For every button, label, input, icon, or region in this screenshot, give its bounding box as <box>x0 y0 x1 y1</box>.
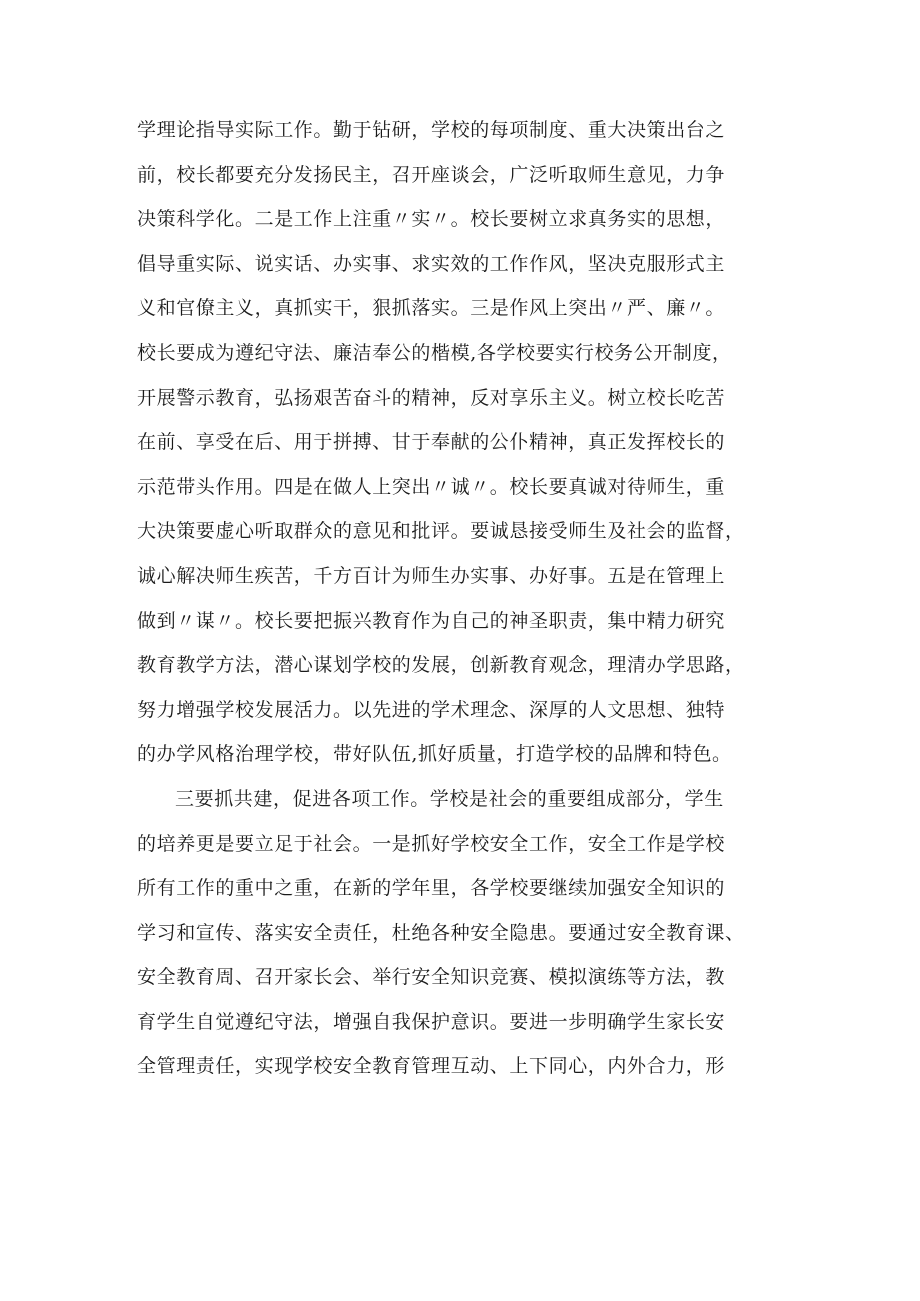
text-line: 的培养更是要立足于社会。一是抓好学校安全工作，安全工作是学校 <box>137 832 726 855</box>
text-line: 在前、享受在后、用于拼搏、甘于奉献的公仆精神，真正发挥校长的 <box>137 431 726 454</box>
text-line: 校长要成为遵纪守法、廉洁奉公的楷模,各学校要实行校务公开制度， <box>137 341 732 364</box>
text-line: 育学生自觉遵纪守法，增强自我保护意识。要进一步明确学生家长安 <box>137 1010 726 1033</box>
text-line: 示范带头作用。四是在做人上突出〃诚〃。校长要真诚对待师生，重 <box>137 475 726 498</box>
text-line: 学理论指导实际工作。勤于钻研，学校的每项制度、重大决策出台之 <box>137 119 726 141</box>
paragraph <box>137 777 797 1089</box>
text-line: 全管理责任，实现学校安全教育管理互动、上下同心，内外合力，形 <box>137 1055 726 1078</box>
body-text <box>137 108 797 1089</box>
text-line: 做到〃谋〃。校长要把振兴教育作为自己的神圣职责，集中精力研究 <box>137 609 726 632</box>
text-line: 前，校长都要充分发扬民主，召开座谈会，广泛听取师生意见，力争 <box>137 163 726 186</box>
text-line: 决策科学化。二是工作上注重〃实〃。校长要树立求真务实的思想， <box>137 208 726 231</box>
paragraph <box>137 108 797 777</box>
text-line: 三要抓共建，促进各项工作。学校是社会的重要组成部分，学生 <box>175 787 724 810</box>
text-line: 义和官僚主义，真抓实干，狠抓落实。三是作风上突出〃严、廉〃。 <box>137 297 726 320</box>
text-line: 所有工作的重中之重，在新的学年里，各学校要继续加强安全知识的 <box>137 877 726 900</box>
text-line: 教育教学方法，潜心谋划学校的发展，创新教育观念，理清办学思路， <box>137 654 745 677</box>
text-line: 开展警示教育，弘扬艰苦奋斗的精神，反对享乐主义。树立校长吃苦 <box>137 386 726 409</box>
text-line: 的办学风格治理学校，带好队伍,抓好质量，打造学校的品牌和特色。 <box>137 743 732 766</box>
text-line: 倡导重实际、说实话、办实事、求实效的工作作风，坚决克服形式主 <box>137 252 726 275</box>
text-line: 大决策要虚心听取群众的意见和批评。要诚恳接受师生及社会的监督， <box>137 520 745 543</box>
text-line: 学习和宣传、落实安全责任，杜绝各种安全隐患。要通过安全教育课、 <box>137 921 745 944</box>
text-line: 诚心解决师生疾苦，千方百计为师生办实事、办好事。五是在管理上 <box>137 564 726 587</box>
text-line: 努力增强学校发展活力。以先进的学术理念、深厚的人文思想、独特 <box>137 698 726 721</box>
text-line: 安全教育周、召开家长会、举行安全知识竞赛、模拟演练等方法，教 <box>137 966 726 989</box>
